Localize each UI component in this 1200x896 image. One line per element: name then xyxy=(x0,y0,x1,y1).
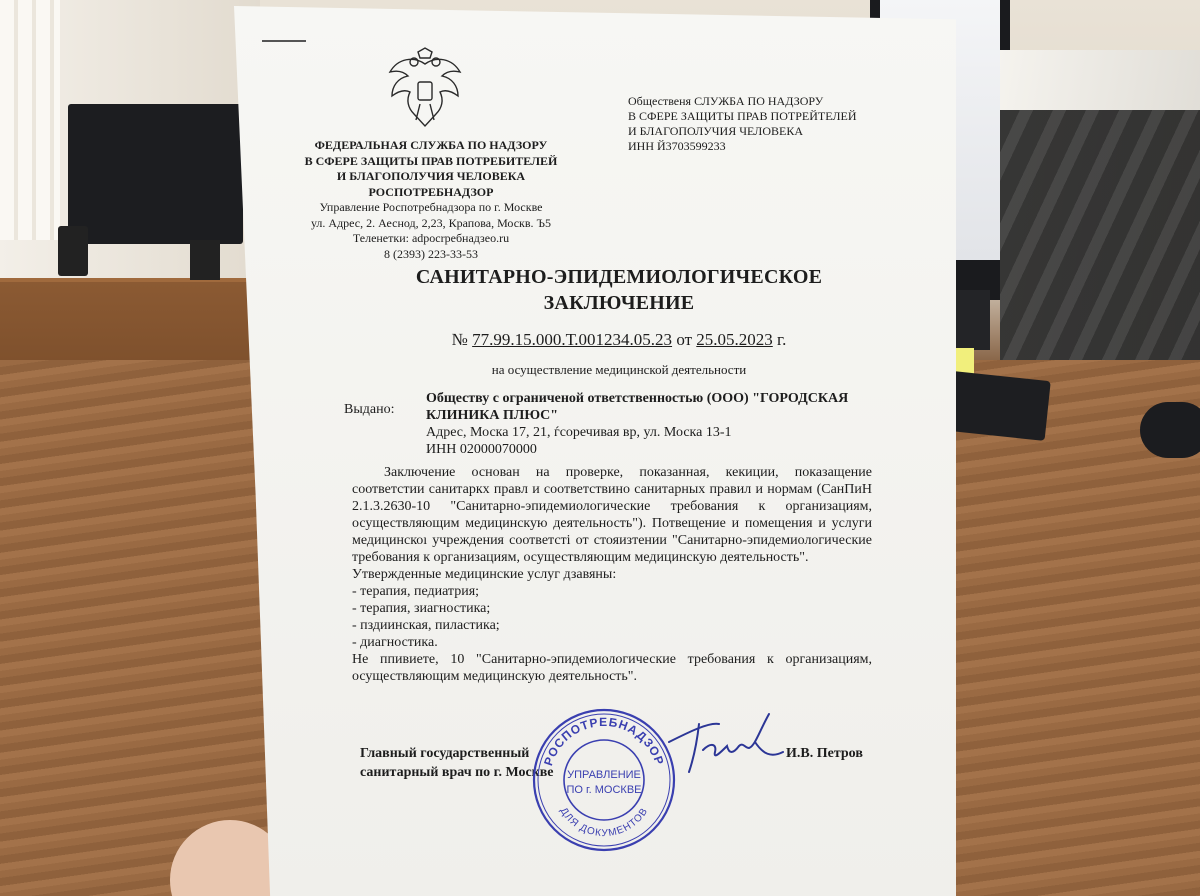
document-number xyxy=(314,330,924,350)
issuer-line: И БЛАГОПОЛУЧИЯ ЧЕЛОВЕКА xyxy=(336,169,526,183)
stamp-center-line: УПРАВЛЕНИЕ xyxy=(567,769,641,781)
document-body xyxy=(352,464,872,685)
number-value: 77.99.15.000.Т.001234.05.23 xyxy=(472,330,673,349)
monitor-left xyxy=(68,104,243,244)
date-value: 25.05.2023 xyxy=(696,330,773,349)
official-stamp-icon xyxy=(530,706,678,854)
issued-to-name: КЛИНИКА ПЛЮС" xyxy=(426,408,558,423)
issuer-line: Управление Роспотребнадзора по г. Москве xyxy=(319,200,543,214)
corner-mark xyxy=(262,40,306,42)
signature-icon xyxy=(659,702,789,782)
issuer-line: ФЕДЕРАЛЬНАЯ СЛУЖБА ПО НАДЗОРУ xyxy=(314,138,548,152)
issuer-line: ул. Адрес, 2. Аеснод, 2,23, Крапова, Москв. Ъ5 xyxy=(310,215,552,230)
issued-inn: ИНН 02000070000 xyxy=(426,442,537,457)
date-prefix: от xyxy=(676,330,693,349)
issued-to-block xyxy=(426,390,886,458)
issued-to-name: Обществу с ограниченой ответственностью (ООО) "ГОРОДСКАЯ xyxy=(426,391,849,406)
stamp-ring-text: РОСПОТРЕБНАДЗОР xyxy=(541,714,667,768)
services-list xyxy=(352,583,872,651)
mouse xyxy=(1140,402,1200,458)
double-headed-eagle-icon xyxy=(384,46,466,136)
window-blind xyxy=(0,0,60,240)
pen-cup xyxy=(58,226,88,276)
recipient-line: В СФЕРЕ ЗАЩИТЫ ПРАВ ПОТРЕЙТЕЛЕЙ xyxy=(628,109,857,123)
closing-paragraph: Не ппивиете, 10 "Санитарно-эпидемиологические требования к организациям, осуществляющим медицинскую деятельность". xyxy=(352,652,872,684)
issuer-line: 8 (2393) 223-33-53 xyxy=(384,246,478,261)
signer-title xyxy=(360,744,554,782)
title-line: САНИТАРНО-ЭПИДЕМИОЛОГИЧЕСКОЕ xyxy=(415,266,823,288)
issuer-line: РОСПОТРЕБНАДЗОР xyxy=(368,184,494,199)
signer-title-line: Главный государственный xyxy=(360,746,530,761)
list-item: - пздиинская, пиластика; xyxy=(352,618,500,633)
services-intro: Утвержденные медицинские услуг дзавяны: xyxy=(352,567,617,582)
title-line: ЗАКЛЮЧЕНИЕ xyxy=(543,292,695,314)
signer-title-line: санитарный врач по г. Москве xyxy=(360,765,554,780)
body-paragraph: Заключение основан на проверке, показанная, кекиции, показащение соответстии санитаркх правл и соответствино санитарных правил и нормам (СанПиН 2.1.3.2630-10 "Санитарно-эпидемиологические требования к организациям, осуществляющим медицинскую деятельность"). Потвещение и помещения и услуги медицинскоı учреждения соответсті от стояизтении "Санитарно-эпидемиологические требования к организациям, осуществляющим медицинскую деятельность". xyxy=(352,465,872,565)
stamp-bottom-text: ДЛЯ ДОКУМЕНТОВ xyxy=(557,805,651,840)
signer-name: И.В. Петров xyxy=(786,746,863,761)
date-suffix: г. xyxy=(777,330,787,349)
folder-rack xyxy=(1000,110,1200,400)
recipient-block xyxy=(628,94,928,154)
issued-label: Выдано: xyxy=(344,402,395,417)
number-prefix: № xyxy=(451,330,468,349)
stamp-center-line: ПО г. МОСКВЕ xyxy=(566,784,642,796)
list-item: - терапия, зиагностика; xyxy=(352,601,491,616)
svg-text:РОСПОТРЕБНАДЗОР xyxy=(541,715,667,767)
list-item: - диагностика. xyxy=(352,635,438,650)
list-item: - терапия, педиатрия; xyxy=(352,584,480,599)
recipient-line: И БЛАГОПОЛУЧИЯ ЧЕЛОВЕКА xyxy=(628,124,803,138)
issuer-line: В СФЕРЕ ЗАЩИТЫ ПРАВ ПОТРЕБИТЕЛЕЙ xyxy=(304,153,558,168)
recipient-line: ИНН Й3703599233 xyxy=(628,139,726,153)
monitor-left-stand xyxy=(190,240,220,280)
document xyxy=(234,6,956,896)
document-title xyxy=(314,264,924,316)
svg-text:ДЛЯ ДОКУМЕНТОВ xyxy=(558,806,651,839)
recipient-line: Общественя СЛУЖБА ПО НАДЗОРУ xyxy=(628,94,824,108)
issued-address: Адрес, Моска 17, 21, ѓсоречивая вр, ул. Моска 13-1 xyxy=(426,425,732,440)
issuer-line: Теленетки: adpocrpeбнадзeо.ru xyxy=(352,231,510,245)
purpose-text: на осуществление медицинской деятельности xyxy=(491,362,747,377)
issuer-block xyxy=(286,138,576,262)
